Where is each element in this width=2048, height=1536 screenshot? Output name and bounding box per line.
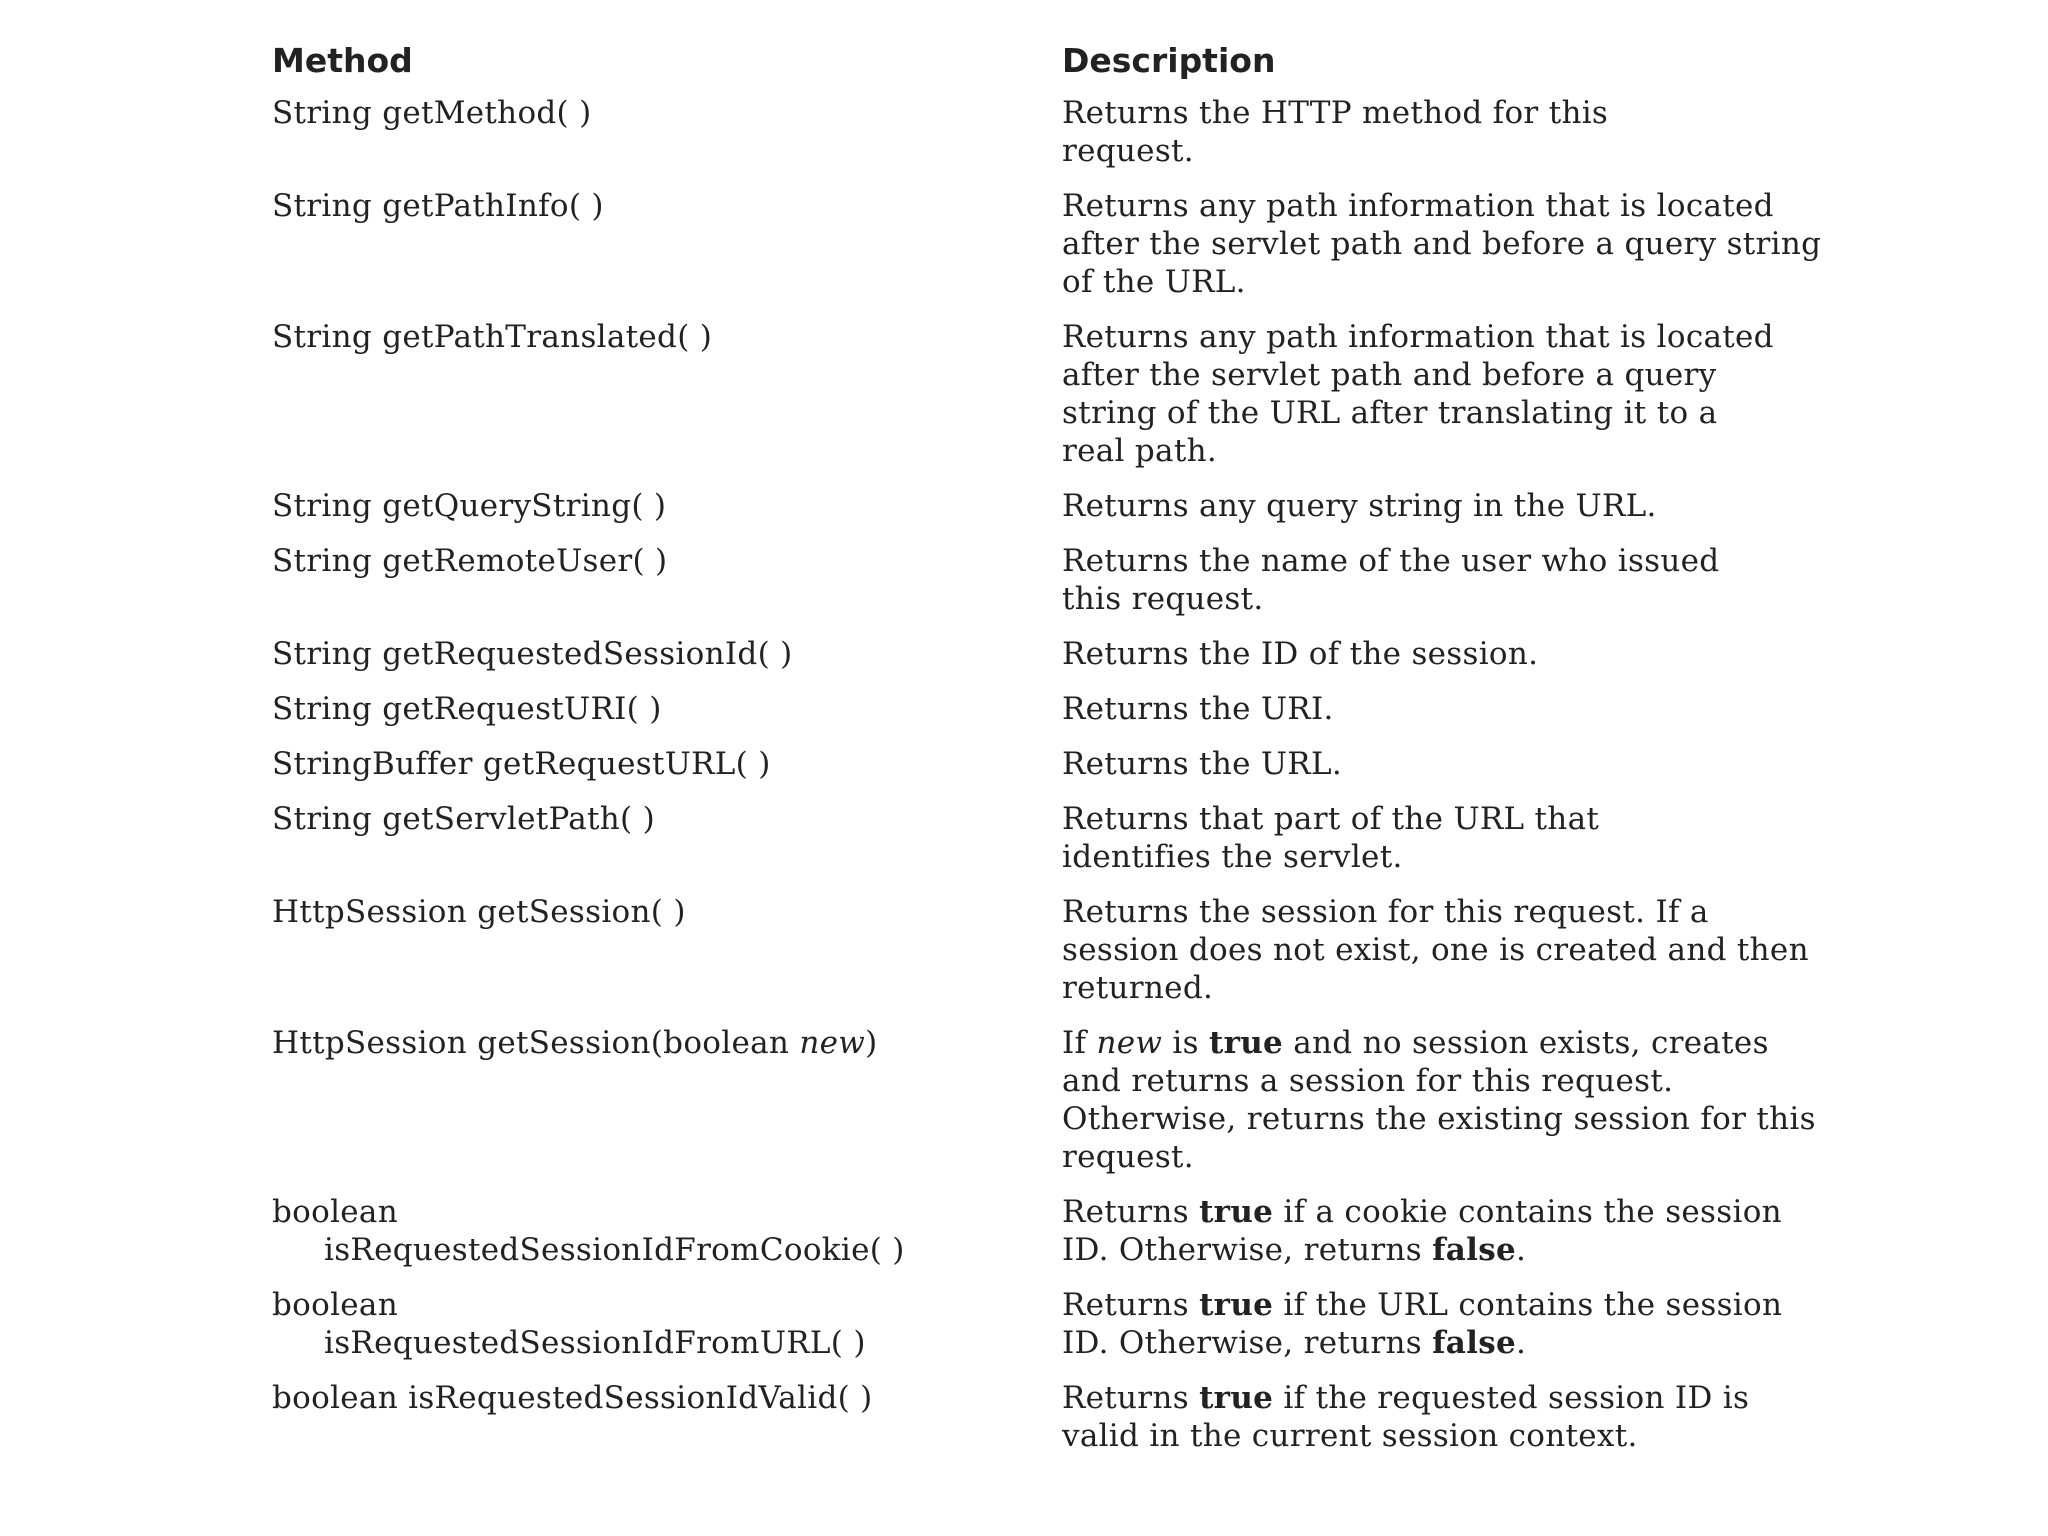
table-row xyxy=(272,542,1832,618)
method-signature-prefix: HttpSession getSession(boolean xyxy=(272,1025,800,1061)
param-name-new: new xyxy=(799,1025,866,1061)
method-description: Returns the ID of the session. xyxy=(1062,636,1539,672)
method-signature xyxy=(272,1024,1062,1062)
table-row xyxy=(272,690,1832,728)
table-row xyxy=(272,1193,1832,1269)
method-signature: String getServletPath( ) xyxy=(272,801,655,837)
keyword-true: true xyxy=(1199,1287,1274,1323)
param-name-new: new xyxy=(1096,1025,1163,1061)
method-description: Returns any path information that is located after the servlet path and before a query string of the URL. xyxy=(1062,188,1822,300)
description-text: . xyxy=(1516,1232,1527,1268)
method-name: isRequestedSessionIdFromURL( ) xyxy=(324,1325,866,1361)
method-description xyxy=(1062,1193,1832,1269)
method-name: isRequestedSessionIdFromCookie( ) xyxy=(324,1232,905,1268)
method-signature: String getPathInfo( ) xyxy=(272,188,604,224)
method-description-table xyxy=(272,36,1832,1472)
method-description: Returns any path information that is located after the servlet path and before a query string of the URL after translating it to a real path. xyxy=(1062,319,1774,469)
method-return-type: boolean xyxy=(272,1194,398,1230)
method-signature: String getQueryString( ) xyxy=(272,488,667,524)
keyword-true: true xyxy=(1199,1380,1274,1416)
method-column-header: Method xyxy=(272,41,413,80)
method-description: Returns any query string in the URL. xyxy=(1062,488,1657,524)
table-row xyxy=(272,1286,1832,1362)
keyword-true: true xyxy=(1199,1194,1274,1230)
method-signature: String getRemoteUser( ) xyxy=(272,543,668,579)
keyword-false: false xyxy=(1432,1232,1517,1268)
description-text: Returns xyxy=(1062,1287,1200,1323)
table-row xyxy=(272,1379,1832,1455)
description-text: . xyxy=(1516,1325,1527,1361)
method-signature: StringBuffer getRequestURL( ) xyxy=(272,746,771,782)
keyword-true: true xyxy=(1208,1025,1284,1061)
description-text: if a cookie contains the session ID. Otherwise, returns xyxy=(1062,1194,1782,1268)
method-description: Returns the HTTP method for this request. xyxy=(1062,95,1609,169)
method-description: Returns the session for this request. If a session does not exist, one is created and then returned. xyxy=(1062,894,1809,1006)
method-return-type: boolean xyxy=(272,1287,398,1323)
method-description xyxy=(1062,1024,1832,1176)
method-signature: HttpSession getSession( ) xyxy=(272,894,686,930)
description-text: If xyxy=(1062,1025,1097,1061)
method-description xyxy=(1062,1286,1832,1362)
table-row xyxy=(272,187,1832,301)
method-description: Returns the URI. xyxy=(1062,691,1334,727)
description-text: Returns xyxy=(1062,1380,1200,1416)
table-row xyxy=(272,318,1832,470)
method-signature: String getMethod( ) xyxy=(272,95,592,131)
method-description xyxy=(1062,1379,1832,1455)
description-text: and no session exists, creates and returns a session for this request. Otherwise, returns the existing session for this request. xyxy=(1062,1025,1816,1175)
method-signature xyxy=(272,1286,1062,1362)
description-text: Returns xyxy=(1062,1194,1200,1230)
table-row xyxy=(272,1024,1832,1176)
method-signature: boolean isRequestedSessionIdValid( ) xyxy=(272,1380,873,1416)
method-signature-suffix: ) xyxy=(865,1025,878,1061)
table-row xyxy=(272,745,1832,783)
method-signature: String getRequestURI( ) xyxy=(272,691,662,727)
table-row xyxy=(272,94,1832,170)
method-description: Returns that part of the URL that identifies the servlet. xyxy=(1062,801,1600,875)
table-header xyxy=(272,36,1832,94)
description-text: if the requested session ID is valid in the current session context. xyxy=(1062,1380,1750,1454)
table-row xyxy=(272,635,1832,673)
table-row xyxy=(272,800,1832,876)
method-signature: String getRequestedSessionId( ) xyxy=(272,636,793,672)
description-text: is xyxy=(1162,1025,1209,1061)
method-signature xyxy=(272,1193,1062,1269)
method-description: Returns the name of the user who issued this request. xyxy=(1062,543,1720,617)
method-description: Returns the URL. xyxy=(1062,746,1342,782)
table-row xyxy=(272,487,1832,525)
keyword-false: false xyxy=(1432,1325,1517,1361)
description-text: if the URL contains the session ID. Otherwise, returns xyxy=(1062,1287,1783,1361)
method-signature: String getPathTranslated( ) xyxy=(272,319,713,355)
table-row xyxy=(272,893,1832,1007)
description-column-header: Description xyxy=(1062,41,1276,80)
